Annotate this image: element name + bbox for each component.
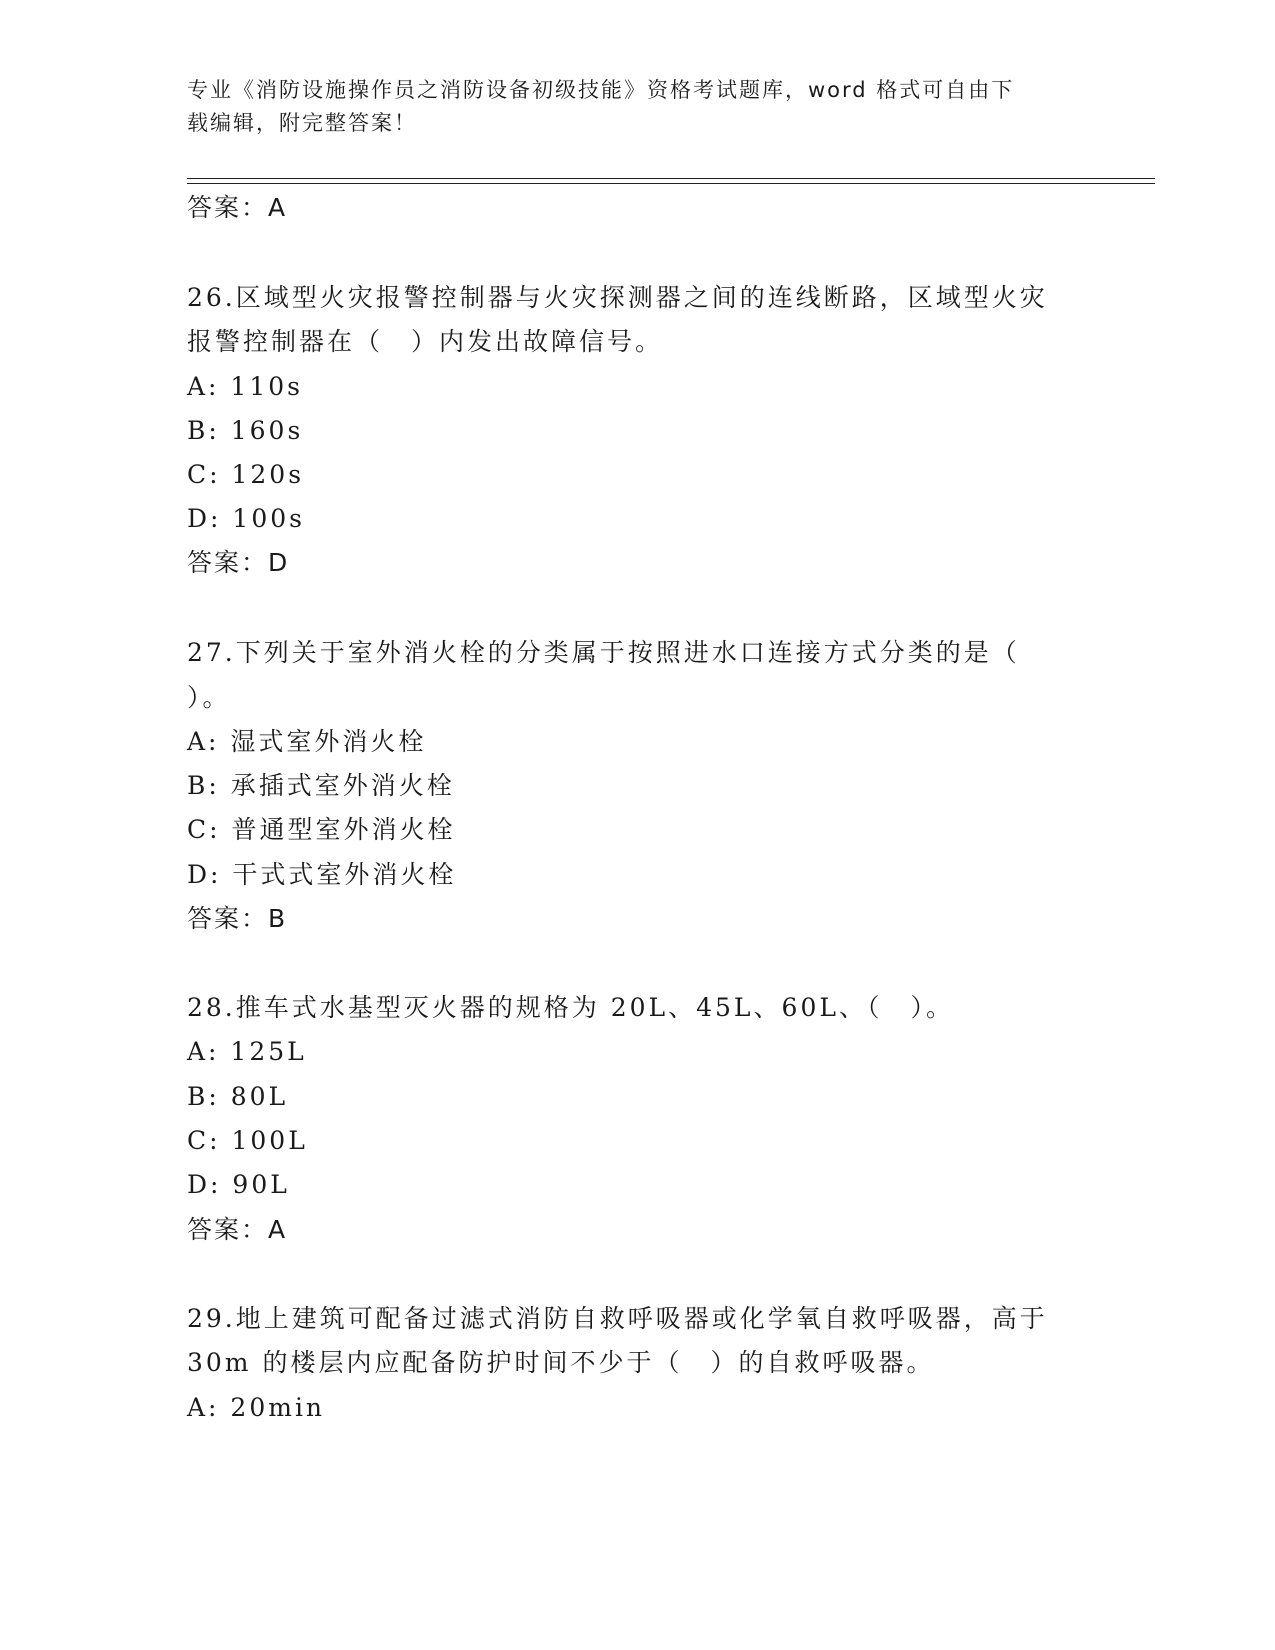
q28-stem-line-1: 28.推车式水基型灭火器的规格为 20L、45L、60L、（ ）。 [187,993,954,1022]
q27-answer: 答案：B [187,904,288,933]
q26-stem-line-1: 26.区域型火灾报警控制器与火灾探测器之间的连线断路，区域型火灾 [187,283,1048,312]
header-divider-bottom [187,183,1155,184]
q28-answer: 答案：A [187,1215,288,1244]
q27-stem-line-1: 27.下列关于室外消火栓的分类属于按照进水口连接方式分类的是（ [187,638,1020,667]
header-divider-top [187,178,1155,179]
q28-option-b: B: 80L [187,1082,289,1111]
q29-stem-line-2: 30m 的楼层内应配备防护时间不少于（ ）的自救呼吸器。 [187,1348,935,1377]
q29-stem-line-1: 29.地上建筑可配备过滤式消防自救呼吸器或化学氧自救呼吸器，高于 [187,1304,1048,1333]
q26-option-b: B: 160s [187,416,304,445]
q27-option-a: A: 湿式室外消火栓 [187,727,427,756]
q26-answer: 答案：D [187,548,290,577]
q26-option-c: C: 120s [187,460,305,489]
q27-option-b: B: 承插式室外消火栓 [187,771,455,800]
q28-option-d: D: 90L [187,1170,290,1199]
answer-25: 答案：A [187,193,288,222]
q28-option-a: A: 125L [187,1037,307,1066]
header-line-1: 专业《消防设施操作员之消防设备初级技能》资格考试题库，word 格式可自由下 [187,78,1015,102]
q26-option-a: A: 110s [187,372,303,401]
q27-option-c: C: 普通型室外消火栓 [187,815,456,844]
q27-stem-line-2: ）。 [187,683,231,712]
q27-option-d: D: 干式式室外消火栓 [187,860,457,889]
header-line-2: 载编辑，附完整答案！ [187,111,417,135]
q26-stem-line-2: 报警控制器在（ ）内发出故障信号。 [187,327,664,356]
q29-option-a: A: 20min [187,1393,326,1422]
document-header [187,74,1067,140]
q28-option-c: C: 100L [187,1126,308,1155]
q26-option-d: D: 100s [187,504,305,533]
